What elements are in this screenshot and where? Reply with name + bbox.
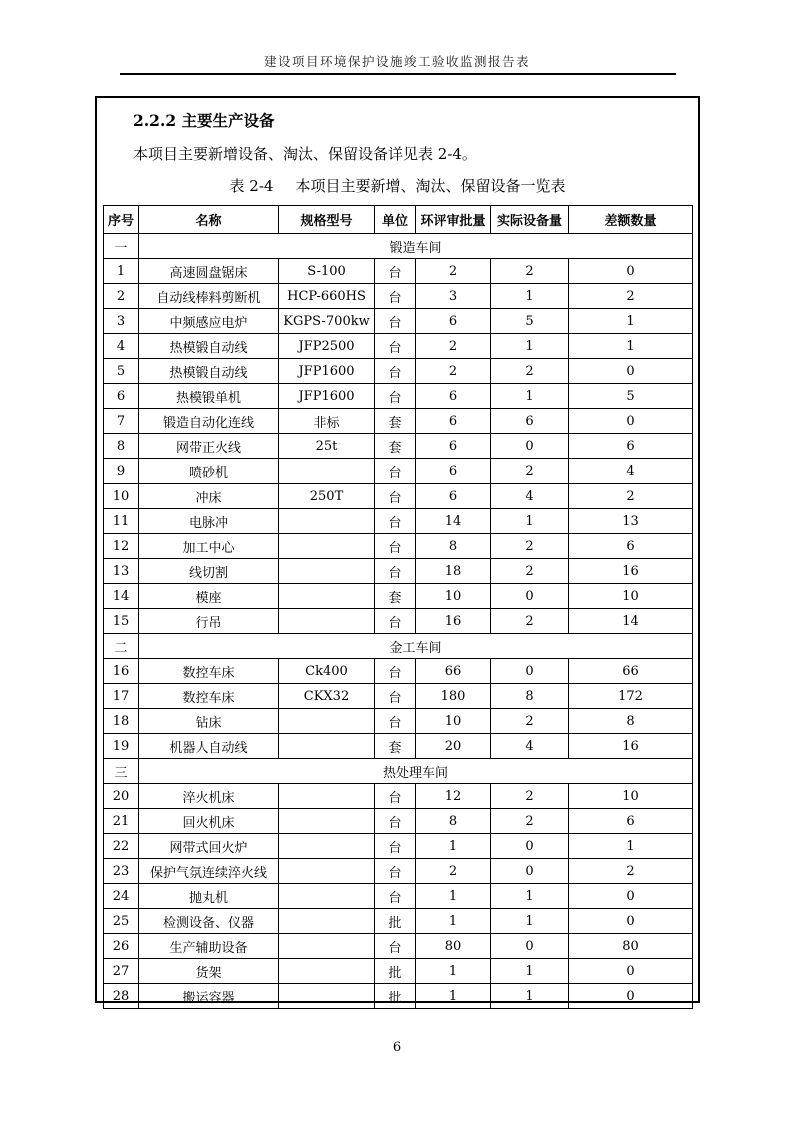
spec-cell: CKX32 [279,684,375,709]
approved-cell: 6 [416,484,491,509]
name-cell: 检测设备、仪器 [139,909,279,934]
seq-cell: 8 [104,434,139,459]
spec-cell [279,909,375,934]
approved-cell: 14 [416,509,491,534]
table-row [104,659,693,684]
spec-cell [279,509,375,534]
unit-cell: 台 [375,684,416,709]
spec-cell [279,609,375,634]
seq-cell: 5 [104,359,139,384]
approved-cell: 12 [416,784,491,809]
spec-cell: Ck400 [279,659,375,684]
running-head-title: 建设项目环境保护设施竣工验收监测报告表 [263,54,530,69]
section-seq-cell: 二 [104,634,139,659]
seq-cell: 19 [104,734,139,759]
table-row [104,709,693,734]
seq-cell: 28 [104,984,139,1009]
diff-cell: 4 [569,459,693,484]
diff-cell: 1 [569,309,693,334]
actual-cell: 1 [491,509,569,534]
name-cell: 搬运容器 [139,984,279,1009]
section-seq-cell: 三 [104,759,139,784]
actual-cell: 0 [491,859,569,884]
section-name-cell: 热处理车间 [139,759,693,784]
table-row [104,484,693,509]
section-seq-cell: 一 [104,234,139,259]
seq-cell: 17 [104,684,139,709]
seq-cell: 1 [104,259,139,284]
approved-cell: 2 [416,259,491,284]
col-header-seq: 序号 [104,206,139,234]
spec-cell: 25t [279,434,375,459]
spec-cell: S-100 [279,259,375,284]
name-cell: 行吊 [139,609,279,634]
table-row [104,434,693,459]
equipment-table [103,205,693,1009]
section-row [104,234,693,259]
approved-cell: 8 [416,809,491,834]
actual-cell: 2 [491,784,569,809]
approved-cell: 1 [416,984,491,1009]
spec-cell [279,709,375,734]
name-cell: 淬火机床 [139,784,279,809]
approved-cell: 180 [416,684,491,709]
unit-cell: 台 [375,384,416,409]
table-row [104,559,693,584]
spec-cell [279,534,375,559]
seq-cell: 15 [104,609,139,634]
section-heading: 2.2.2 主要生产设备 [133,111,275,130]
unit-cell: 套 [375,434,416,459]
name-cell: 数控车床 [139,684,279,709]
spec-cell [279,809,375,834]
diff-cell: 6 [569,809,693,834]
actual-cell: 2 [491,359,569,384]
unit-cell: 台 [375,934,416,959]
spec-cell [279,734,375,759]
spec-cell [279,584,375,609]
name-cell: 热模锻单机 [139,384,279,409]
approved-cell: 1 [416,834,491,859]
actual-cell: 0 [491,584,569,609]
approved-cell: 6 [416,409,491,434]
table-row [104,934,693,959]
spec-cell [279,934,375,959]
seq-cell: 6 [104,384,139,409]
unit-cell: 台 [375,559,416,584]
col-header-name: 名称 [139,206,279,234]
approved-cell: 2 [416,334,491,359]
approved-cell: 6 [416,459,491,484]
table-row [104,534,693,559]
seq-cell: 24 [104,884,139,909]
table-row [104,309,693,334]
seq-cell: 4 [104,334,139,359]
seq-cell: 23 [104,859,139,884]
seq-cell: 9 [104,459,139,484]
actual-cell: 4 [491,484,569,509]
name-cell: 电脉冲 [139,509,279,534]
diff-cell: 0 [569,359,693,384]
approved-cell: 6 [416,309,491,334]
page-number: 6 [392,1040,402,1055]
approved-cell: 3 [416,284,491,309]
diff-cell: 0 [569,909,693,934]
unit-cell: 套 [375,409,416,434]
diff-cell: 6 [569,434,693,459]
spec-cell [279,459,375,484]
diff-cell: 0 [569,884,693,909]
table-caption-title: 本项目主要新增、淘汰、保留设备一览表 [295,177,566,195]
name-cell: 抛丸机 [139,884,279,909]
seq-cell: 20 [104,784,139,809]
diff-cell: 13 [569,509,693,534]
seq-cell: 3 [104,309,139,334]
diff-cell: 14 [569,609,693,634]
diff-cell: 5 [569,384,693,409]
col-header-spec: 规格型号 [279,206,375,234]
diff-cell: 172 [569,684,693,709]
spec-cell [279,859,375,884]
spec-cell: JFP2500 [279,334,375,359]
spec-cell: JFP1600 [279,359,375,384]
spec-cell: HCP-660HS [279,284,375,309]
unit-cell: 套 [375,734,416,759]
diff-cell: 16 [569,734,693,759]
name-cell: 喷砂机 [139,459,279,484]
section-row [104,634,693,659]
actual-cell: 0 [491,659,569,684]
diff-cell: 0 [569,259,693,284]
approved-cell: 10 [416,584,491,609]
name-cell: 高速圆盘锯床 [139,259,279,284]
table-caption [97,175,698,197]
unit-cell: 台 [375,509,416,534]
header-row [104,206,693,234]
seq-cell: 7 [104,409,139,434]
approved-cell: 1 [416,884,491,909]
table-row [104,834,693,859]
actual-cell: 2 [491,709,569,734]
actual-cell: 1 [491,284,569,309]
table-caption-label: 表 2-4 [229,177,274,195]
actual-cell: 8 [491,684,569,709]
spec-cell [279,559,375,584]
actual-cell: 0 [491,434,569,459]
unit-cell: 批 [375,909,416,934]
unit-cell: 台 [375,534,416,559]
table-row [104,784,693,809]
approved-cell: 10 [416,709,491,734]
table-row [104,584,693,609]
table-row [104,959,693,984]
approved-cell: 18 [416,559,491,584]
name-cell: 锻造自动化连线 [139,409,279,434]
diff-cell: 2 [569,484,693,509]
seq-cell: 12 [104,534,139,559]
seq-cell: 13 [104,559,139,584]
table-row [104,809,693,834]
table-row [104,734,693,759]
name-cell: 网带式回火炉 [139,834,279,859]
actual-cell: 2 [491,559,569,584]
seq-cell: 2 [104,284,139,309]
table-row [104,259,693,284]
approved-cell: 2 [416,359,491,384]
unit-cell: 台 [375,784,416,809]
unit-cell: 台 [375,259,416,284]
name-cell: 模座 [139,584,279,609]
unit-cell: 台 [375,834,416,859]
spec-cell [279,834,375,859]
diff-cell: 2 [569,284,693,309]
name-cell: 热模锻自动线 [139,334,279,359]
unit-cell: 台 [375,359,416,384]
table-row [104,334,693,359]
actual-cell: 2 [491,809,569,834]
diff-cell: 80 [569,934,693,959]
unit-cell: 台 [375,484,416,509]
seq-cell: 22 [104,834,139,859]
actual-cell: 0 [491,934,569,959]
diff-cell: 8 [569,709,693,734]
spec-cell: KGPS-700kw [279,309,375,334]
unit-cell: 台 [375,859,416,884]
spec-cell: 250T [279,484,375,509]
seq-cell: 10 [104,484,139,509]
unit-cell: 台 [375,609,416,634]
seq-cell: 21 [104,809,139,834]
seq-cell: 25 [104,909,139,934]
diff-cell: 66 [569,659,693,684]
approved-cell: 20 [416,734,491,759]
table-row [104,684,693,709]
unit-cell: 批 [375,984,416,1009]
diff-cell: 0 [569,409,693,434]
diff-cell: 10 [569,584,693,609]
spec-cell [279,959,375,984]
col-header-actual: 实际设备量 [491,206,569,234]
diff-cell: 10 [569,784,693,809]
table-row [104,984,693,1009]
actual-cell: 5 [491,309,569,334]
section-name-cell: 金工车间 [139,634,693,659]
actual-cell: 2 [491,534,569,559]
spec-cell [279,884,375,909]
seq-cell: 26 [104,934,139,959]
table-row [104,459,693,484]
table-row [104,509,693,534]
diff-cell: 0 [569,959,693,984]
approved-cell: 1 [416,959,491,984]
seq-cell: 11 [104,509,139,534]
unit-cell: 台 [375,659,416,684]
unit-cell: 台 [375,884,416,909]
approved-cell: 80 [416,934,491,959]
actual-cell: 1 [491,984,569,1009]
approved-cell: 16 [416,609,491,634]
actual-cell: 4 [491,734,569,759]
seq-cell: 18 [104,709,139,734]
name-cell: 中频感应电炉 [139,309,279,334]
approved-cell: 1 [416,909,491,934]
name-cell: 加工中心 [139,534,279,559]
content-box [95,96,700,1006]
name-cell: 回火机床 [139,809,279,834]
approved-cell: 2 [416,859,491,884]
diff-cell: 16 [569,559,693,584]
table-row [104,284,693,309]
name-cell: 冲床 [139,484,279,509]
unit-cell: 批 [375,959,416,984]
name-cell: 线切割 [139,559,279,584]
diff-cell: 6 [569,534,693,559]
name-cell: 数控车床 [139,659,279,684]
col-header-diff: 差额数量 [569,206,693,234]
intro-paragraph: 本项目主要新增设备、淘汰、保留设备详见表 2-4。 [133,145,477,163]
diff-cell: 1 [569,834,693,859]
approved-cell: 8 [416,534,491,559]
actual-cell: 0 [491,834,569,859]
approved-cell: 6 [416,434,491,459]
section-row [104,759,693,784]
actual-cell: 2 [491,259,569,284]
actual-cell: 6 [491,409,569,434]
approved-cell: 6 [416,384,491,409]
unit-cell: 台 [375,334,416,359]
name-cell: 钻床 [139,709,279,734]
actual-cell: 2 [491,459,569,484]
spec-cell [279,784,375,809]
unit-cell: 台 [375,459,416,484]
actual-cell: 1 [491,334,569,359]
equipment-table-body [104,234,693,1009]
spec-cell: JFP1600 [279,384,375,409]
name-cell: 生产辅助设备 [139,934,279,959]
diff-cell: 0 [569,984,693,1009]
actual-cell: 1 [491,384,569,409]
diff-cell: 2 [569,859,693,884]
section-name-cell: 锻造车间 [139,234,693,259]
seq-cell: 16 [104,659,139,684]
table-row [104,884,693,909]
col-header-approved: 环评审批量 [416,206,491,234]
table-row [104,909,693,934]
actual-cell: 1 [491,884,569,909]
unit-cell: 台 [375,709,416,734]
unit-cell: 套 [375,584,416,609]
name-cell: 自动线棒料剪断机 [139,284,279,309]
spec-cell: 非标 [279,409,375,434]
table-row [104,859,693,884]
name-cell: 保护气氛连续淬火线 [139,859,279,884]
name-cell: 货架 [139,959,279,984]
table-row [104,409,693,434]
table-row [104,359,693,384]
seq-cell: 14 [104,584,139,609]
diff-cell: 1 [569,334,693,359]
col-header-unit: 单位 [375,206,416,234]
approved-cell: 66 [416,659,491,684]
name-cell: 热模锻自动线 [139,359,279,384]
actual-cell: 1 [491,909,569,934]
unit-cell: 台 [375,809,416,834]
unit-cell: 台 [375,309,416,334]
spec-cell [279,984,375,1009]
table-row [104,384,693,409]
header-rule [120,73,676,75]
table-row [104,609,693,634]
actual-cell: 1 [491,959,569,984]
unit-cell: 台 [375,284,416,309]
seq-cell: 27 [104,959,139,984]
name-cell: 网带正火线 [139,434,279,459]
actual-cell: 2 [491,609,569,634]
name-cell: 机器人自动线 [139,734,279,759]
